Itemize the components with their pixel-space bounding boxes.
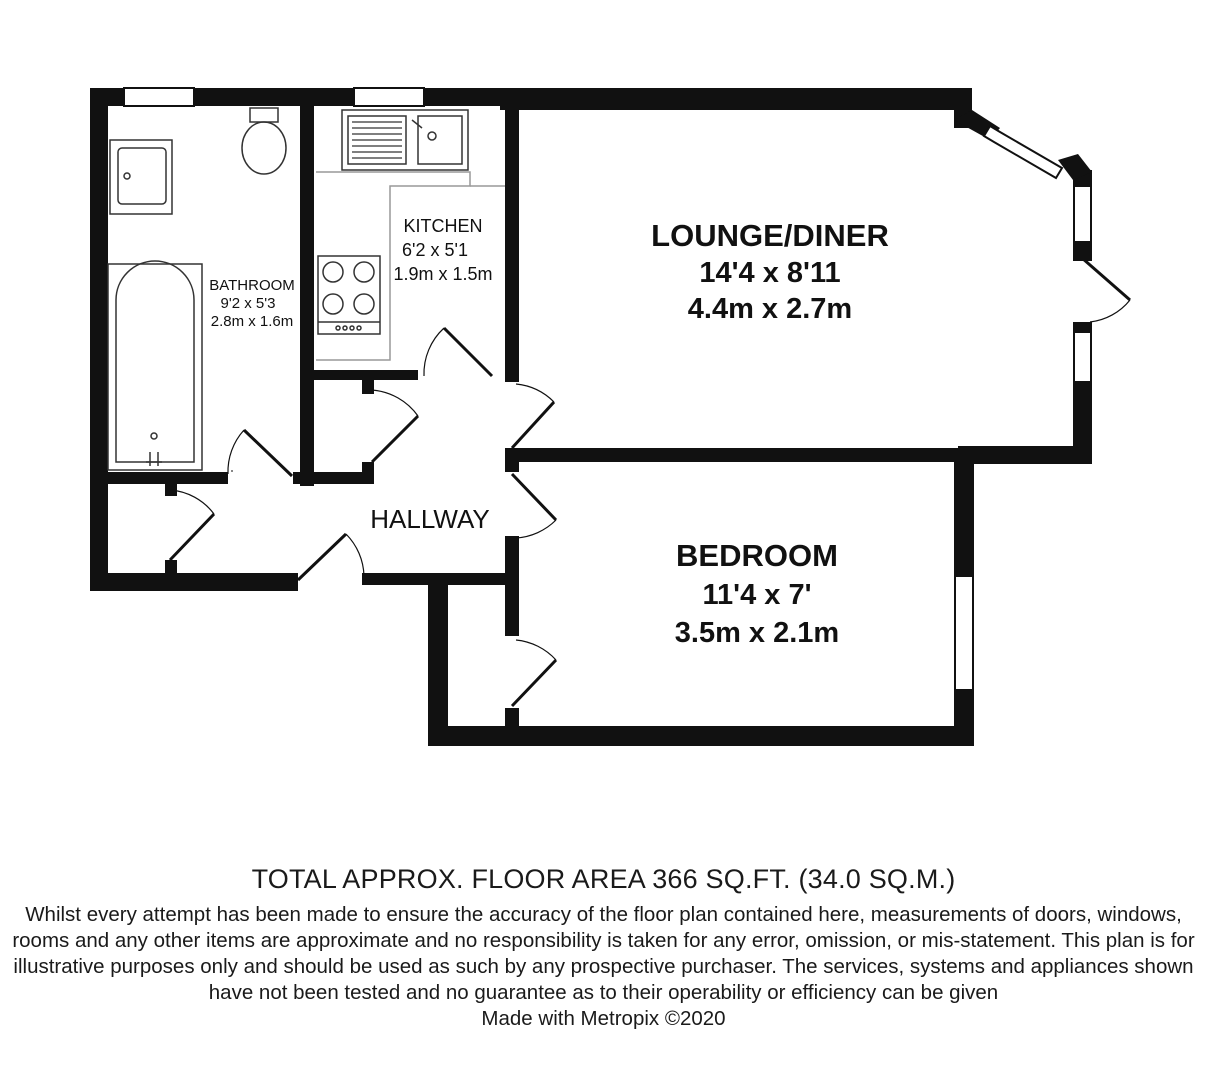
bay-window xyxy=(984,126,1062,178)
bathroom-imperial: 9'2 x 5'3 xyxy=(220,295,276,312)
bedroom-name: BEDROOM xyxy=(676,538,838,573)
lounge-name: LOUNGE/DINER xyxy=(651,218,889,253)
footer xyxy=(0,862,1207,1032)
credit-text: Made with Metropix ©2020 xyxy=(481,1007,726,1030)
kitchen-name: KITCHEN xyxy=(403,216,483,236)
bathroom-window xyxy=(124,88,194,106)
kitchen-sink-icon xyxy=(342,110,468,170)
lounge-window-upper xyxy=(1074,186,1091,242)
bedroom-window xyxy=(955,576,973,690)
bathtub-icon xyxy=(108,261,202,470)
bathroom-metric: 2.8m x 1.6m xyxy=(210,313,294,330)
bathroom-name: BATHROOM xyxy=(209,277,295,294)
washbasin-icon xyxy=(110,140,172,214)
walls xyxy=(90,88,1092,746)
kitchen-imperial: 6'2 x 5'1 xyxy=(402,240,468,260)
total-floor-area: TOTAL APPROX. FLOOR AREA 366 SQ.FT. (34.0 SQ.M.) xyxy=(251,864,956,894)
lounge-imperial: 14'4 x 8'11 xyxy=(699,257,841,289)
windows xyxy=(124,88,1091,690)
kitchen-metric: 1.9m x 1.5m xyxy=(393,264,493,284)
lounge-metric: 4.4m x 2.7m xyxy=(687,293,853,325)
disclaimer-text: Whilst every attempt has been made to ensure the accuracy of the floor plan contained here, measurements of doors, windows, rooms and any other items are approximate and no responsibility is taken for any error, omission, or mis-statement. This plan is for illustrative purposes only and should be used as such by any prospective purchaser. The services, systems and appliances shown have not been tested and no guarantee as to their operability or efficiency can be given xyxy=(12,903,1195,1004)
bedroom-imperial: 11'4 x 7' xyxy=(702,579,812,611)
hob-icon xyxy=(318,256,380,334)
toilet-icon xyxy=(242,108,286,174)
bedroom-metric: 3.5m x 2.1m xyxy=(674,617,840,649)
hallway-name: HALLWAY xyxy=(370,504,490,534)
lounge-window-lower xyxy=(1074,332,1091,382)
kitchen-window xyxy=(354,88,424,106)
